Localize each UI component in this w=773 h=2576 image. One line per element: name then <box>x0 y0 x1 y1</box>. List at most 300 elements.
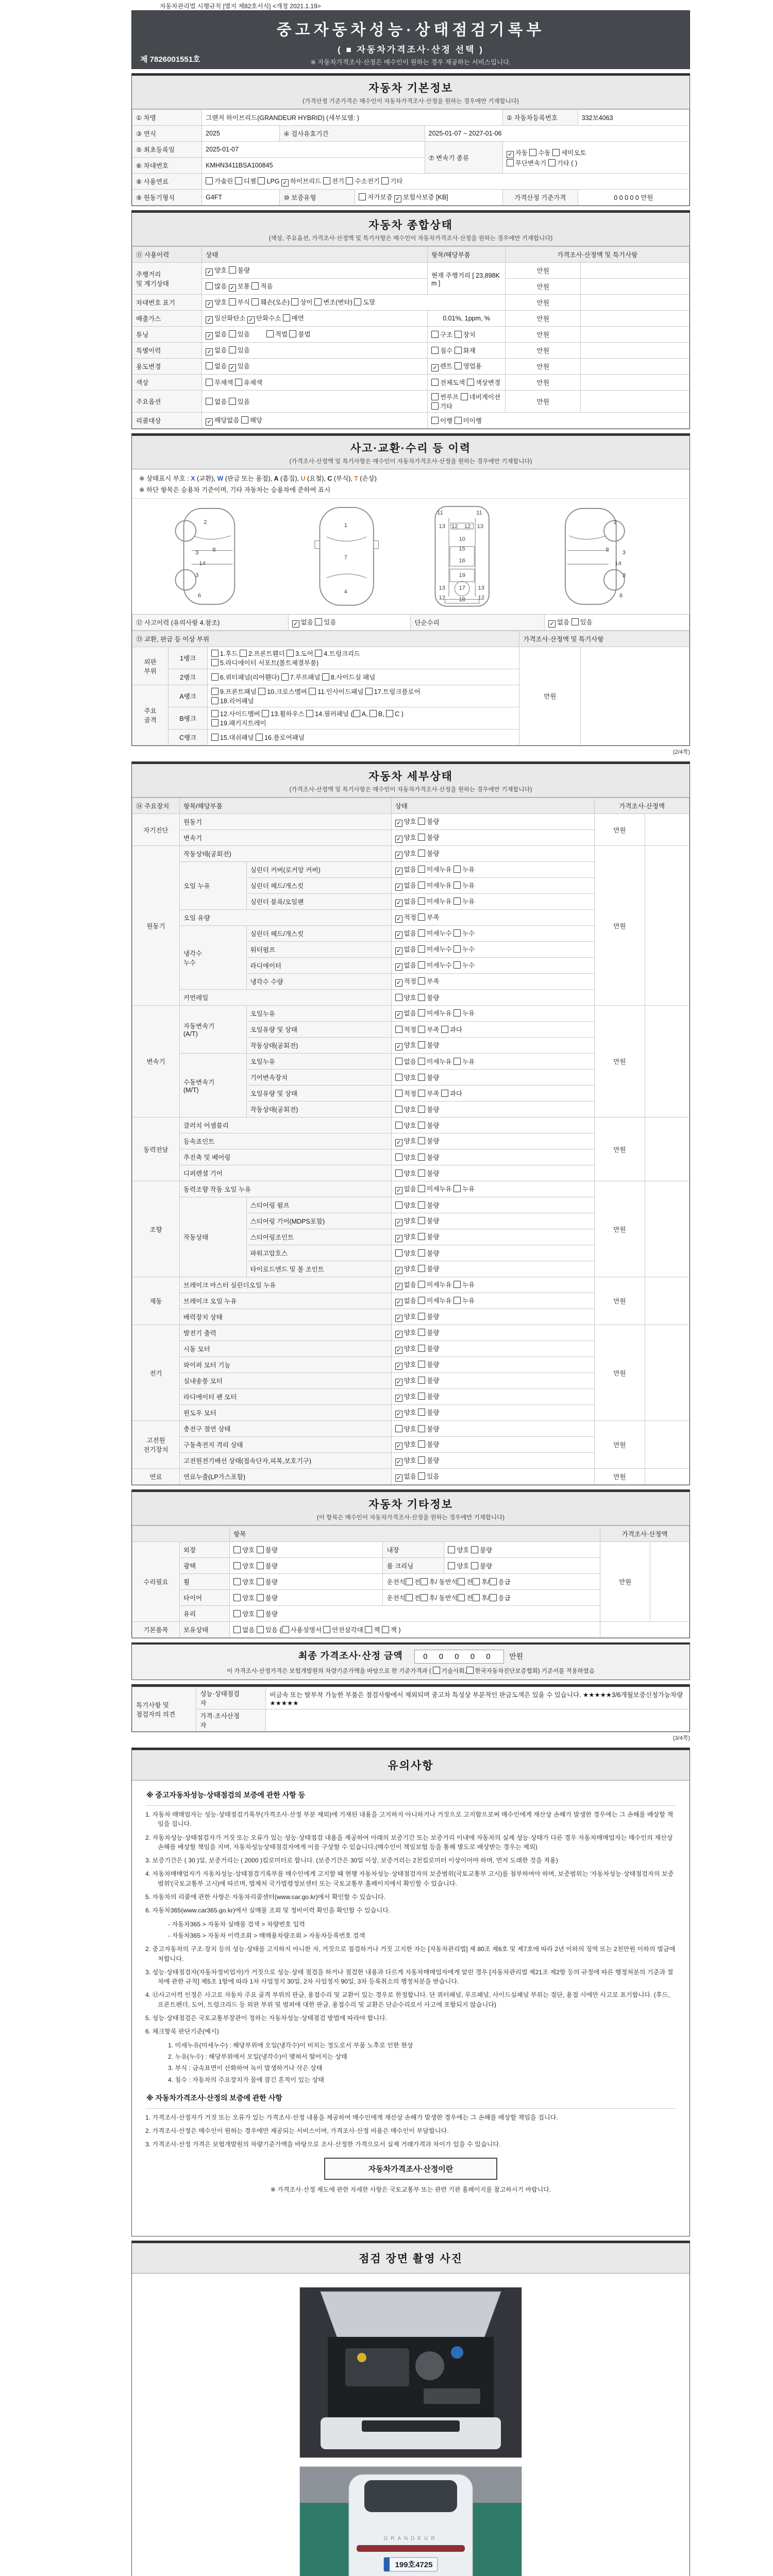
table-cell: KMHN3411BSA100845 <box>202 158 425 174</box>
checkbox-checked-icon[interactable]: ✓ <box>395 884 402 891</box>
checkbox-icon[interactable] <box>354 298 361 306</box>
checkbox-icon[interactable] <box>266 330 274 337</box>
checkbox-icon[interactable] <box>211 659 219 666</box>
checkbox-icon[interactable] <box>206 379 213 386</box>
table-cell: 가격조사·산정액 <box>595 798 690 814</box>
table-cell: 항목/해당부품 <box>179 798 391 814</box>
checkbox-icon[interactable] <box>211 734 219 741</box>
checkbox-icon[interactable] <box>206 282 213 290</box>
diagram-zone-number: 16 <box>459 557 465 564</box>
table-cell: 만원 <box>595 1117 645 1181</box>
checkbox-icon[interactable] <box>473 1578 480 1585</box>
checkbox-checked-icon[interactable]: ✓ <box>395 963 402 971</box>
checkbox-icon[interactable] <box>458 1578 465 1585</box>
diagram-zone-number: 4 <box>344 589 347 596</box>
checkbox-icon[interactable] <box>453 1058 461 1065</box>
table-cell: 등속죠인트 <box>179 1133 391 1149</box>
checkbox-icon[interactable] <box>382 1626 389 1633</box>
checkbox-icon[interactable] <box>289 330 296 337</box>
checkbox-icon[interactable] <box>418 1217 425 1224</box>
checkbox-icon[interactable] <box>418 866 425 873</box>
checkbox-checked-icon[interactable]: ✓ <box>395 852 402 859</box>
checkbox-icon[interactable] <box>431 417 439 424</box>
checkbox-icon[interactable] <box>395 1090 402 1097</box>
checkbox-checked-icon[interactable]: ✓ <box>395 1379 402 1386</box>
table-cell: 가솔린 디젤 LPG ✓ 하이브리드 전기 수소전기 기타 <box>202 174 690 190</box>
table-cell: 만원 <box>595 1469 645 1485</box>
checkbox-icon[interactable] <box>455 417 462 424</box>
checkbox-icon[interactable] <box>257 1594 264 1601</box>
checkbox-icon[interactable] <box>256 734 263 741</box>
checkbox-icon[interactable] <box>461 393 468 400</box>
checkbox-checked-icon[interactable]: ✓ <box>206 300 213 308</box>
checkbox-icon[interactable] <box>455 347 462 354</box>
table-cell: 기어변속장치 <box>246 1070 391 1086</box>
checkbox-icon[interactable] <box>418 1106 425 1113</box>
checkbox-icon[interactable] <box>395 1106 402 1113</box>
checkbox-checked-icon[interactable]: ✓ <box>395 1187 402 1194</box>
checkbox-icon[interactable] <box>206 177 213 184</box>
checkbox-icon[interactable] <box>418 1281 425 1288</box>
table-cell <box>645 1469 690 1485</box>
checkbox-checked-icon[interactable]: ✓ <box>281 179 289 187</box>
table-cell: ⑫ 사고이력 (유의사항 4.참조) <box>132 615 289 631</box>
checkbox-icon[interactable] <box>395 1249 402 1257</box>
checkbox-checked-icon[interactable]: ✓ <box>395 1459 402 1466</box>
checkbox-icon[interactable] <box>490 1578 497 1585</box>
checkbox-icon[interactable] <box>418 1058 425 1065</box>
table-cell: 가격조사·산정액 및 특기사항 <box>506 247 690 263</box>
checkbox-icon[interactable] <box>453 1297 461 1304</box>
checkbox-icon[interactable] <box>418 834 425 841</box>
table-cell <box>645 1277 690 1325</box>
checkbox-checked-icon[interactable]: ✓ <box>395 916 402 923</box>
checkbox-icon[interactable] <box>431 379 439 386</box>
notice-paragraph: 6. 자동차365(www.car365.go.kr)에서 실매물 조회 및 정비이력 확인을 확인할 수 있습니다. <box>145 1907 391 1914</box>
diagram-zone-number: 8 <box>212 547 216 553</box>
checkbox-icon[interactable] <box>346 177 353 184</box>
checkbox-icon[interactable] <box>258 688 265 695</box>
checkbox-icon[interactable] <box>418 1009 425 1016</box>
checkbox-icon[interactable] <box>233 1610 241 1617</box>
checkbox-icon[interactable] <box>381 177 389 184</box>
table-cell: 기본품목 <box>132 1622 180 1638</box>
checkbox-checked-icon[interactable]: ✓ <box>395 1395 402 1402</box>
checkbox-icon[interactable] <box>229 266 236 274</box>
checkbox-checked-icon[interactable]: ✓ <box>395 1363 402 1370</box>
checkbox-checked-icon[interactable]: ✓ <box>206 332 213 340</box>
checkbox-icon[interactable] <box>282 1626 289 1633</box>
checkbox-icon[interactable] <box>453 897 461 905</box>
checkbox-icon[interactable] <box>421 1578 428 1585</box>
table-cell: 외장 <box>179 1542 229 1558</box>
checkbox-icon[interactable] <box>458 1594 465 1601</box>
checkbox-icon[interactable] <box>233 1578 241 1585</box>
checkbox-icon[interactable] <box>418 897 425 905</box>
checkbox-icon[interactable] <box>431 331 439 338</box>
checkbox-icon[interactable] <box>448 1562 455 1569</box>
checkbox-icon[interactable] <box>235 177 242 184</box>
checkbox-icon[interactable] <box>471 1562 478 1569</box>
checkbox-icon[interactable] <box>431 347 439 354</box>
table-cell: 타이어 <box>179 1590 229 1606</box>
checkbox-icon[interactable] <box>233 1594 241 1601</box>
table-cell: 만원 <box>506 359 581 375</box>
checkbox-icon[interactable] <box>418 929 425 937</box>
checkbox-icon[interactable] <box>453 1185 461 1192</box>
checkbox-icon[interactable] <box>365 688 373 695</box>
table-cell: 스티어링조인트 <box>246 1229 391 1245</box>
checkbox-icon[interactable] <box>211 650 219 657</box>
checkbox-checked-icon[interactable]: ✓ <box>395 868 402 875</box>
checkbox-checked-icon[interactable]: ✓ <box>395 1331 402 1338</box>
checkbox-checked-icon[interactable]: ✓ <box>229 364 236 371</box>
checkbox-icon[interactable] <box>262 710 269 717</box>
notice-paragraph: 3. 성능·상태점검자(자동차정비업자)가 거짓으로 성능·상태 점검을 하거나 점검한 내용과 다르게 자동차매매업자에게 알린 경우 [자동차관리법 제21조 제2항 등의 규정에 따른 행정처분의 기준과 절차에 관한 규칙] 제5조 1항에 따라 1차 사업정지 30일, 2차 사업정지 90일, 3차 등록취소의 행정처분을 받습니다. <box>145 1968 674 1986</box>
table-cell: 양호 불량 <box>391 1421 595 1437</box>
checkbox-icon[interactable] <box>369 710 377 717</box>
checkbox-icon[interactable] <box>359 193 366 200</box>
checkbox-icon[interactable] <box>229 346 236 353</box>
table-cell: 광택 <box>179 1558 229 1574</box>
checkbox-icon[interactable] <box>233 1546 241 1553</box>
checkbox-icon[interactable] <box>386 710 393 717</box>
section-inspection-photos <box>131 2241 690 2576</box>
diagram-zone-number: 19 <box>459 572 465 579</box>
table-cell: 오일유량 및 상태 <box>246 1086 391 1101</box>
checkbox-checked-icon[interactable]: ✓ <box>395 1011 402 1019</box>
checkbox-icon[interactable] <box>211 719 219 726</box>
checkbox-icon[interactable] <box>418 1185 425 1192</box>
checkbox-icon[interactable] <box>241 416 248 423</box>
checkbox-checked-icon[interactable]: ✓ <box>395 1299 402 1306</box>
table-cell <box>581 311 690 327</box>
checkbox-checked-icon[interactable]: ✓ <box>395 1475 402 1482</box>
checkbox-icon[interactable] <box>418 961 425 969</box>
table-cell: ✓ 없음 미세누유 누유 <box>391 1293 595 1309</box>
checkbox-icon[interactable] <box>206 362 213 369</box>
checkbox-icon[interactable] <box>353 710 360 717</box>
table-cell: 타이로드엔드 및 볼 조인트 <box>246 1261 391 1277</box>
panel-rank-table <box>132 631 690 745</box>
checkbox-icon[interactable] <box>306 710 313 717</box>
table-cell: 클러치 어셈블리 <box>179 1117 391 1133</box>
checkbox-checked-icon[interactable]: ✓ <box>395 1443 402 1450</box>
checkbox-icon[interactable] <box>548 159 556 166</box>
checkbox-icon[interactable] <box>466 1667 474 1674</box>
diagram-zone-number: 3 <box>195 572 199 579</box>
final-price-label: 최종 가격조사·산정 금액 <box>298 1651 403 1661</box>
table-cell: 실린더 커버(로커암 커버) <box>246 862 391 878</box>
checkbox-icon[interactable] <box>529 149 536 156</box>
checkbox-icon[interactable] <box>431 393 439 400</box>
table-cell: 무채색 유채색 <box>202 375 428 391</box>
table-cell: 만원 <box>519 647 581 745</box>
table-cell: 룸 크리닝 <box>383 1558 444 1574</box>
checkbox-icon[interactable] <box>490 1594 497 1601</box>
checkbox-icon[interactable] <box>211 688 219 695</box>
notice-paragraph: 3. 보증기간은 ( 30 )일, 보증거리는 ( 2000 )킬로미터로 합니다. (보증기간은 30일 이상, 보증거리는 2천킬로미터 이상이어야 하며, 먼저 도래한 것을 적용) <box>145 1857 558 1865</box>
checkbox-icon[interactable] <box>418 1361 425 1368</box>
table-cell: ✓ 양호 불량 <box>391 1341 595 1357</box>
checkbox-icon[interactable] <box>233 1562 241 1569</box>
checkbox-icon[interactable] <box>309 688 316 695</box>
checkbox-checked-icon[interactable]: ✓ <box>395 1411 402 1418</box>
table-cell: 라디에이터 팬 모터 <box>179 1389 391 1405</box>
checkbox-checked-icon[interactable]: ✓ <box>395 1235 402 1242</box>
table-cell: 외판 부위 <box>132 647 169 685</box>
table-cell: 항목 <box>230 1526 600 1542</box>
checkbox-icon[interactable] <box>441 1026 448 1033</box>
checkbox-checked-icon[interactable]: ✓ <box>206 268 213 276</box>
final-price-section <box>131 1642 690 1680</box>
checkbox-icon[interactable] <box>418 1440 425 1448</box>
checkbox-icon[interactable] <box>455 362 462 369</box>
table-cell: 양호 불량 <box>391 1165 595 1181</box>
checkbox-icon[interactable] <box>418 1170 425 1177</box>
checkbox-icon[interactable] <box>418 882 425 889</box>
checkbox-icon[interactable] <box>257 1626 264 1633</box>
checkbox-icon[interactable] <box>418 1074 425 1081</box>
checkbox-icon[interactable] <box>453 1009 461 1016</box>
table-cell <box>581 359 690 375</box>
checkbox-icon[interactable] <box>365 1626 372 1633</box>
checkbox-icon[interactable] <box>257 1610 264 1617</box>
checkbox-checked-icon[interactable]: ✓ <box>395 1139 402 1146</box>
checkbox-icon[interactable] <box>471 1546 478 1553</box>
checkbox-icon[interactable] <box>453 961 461 969</box>
notice-paragraph: 4. ⑫사고이력 인정은 사고로 자동차 주요 골격 부위의 판금, 용접수리 및 교환이 있는 경우로 한정합니다. 단 쿼터패널, 루프패널, 사이드실패널 부위는 절단, 용접 시에만 사고로 표기합니다. (후드, 프론트펜더, 도어, 트렁크리드 등 외판 부위 및 범퍼에 대한 판금, 용접수리 및 교환은 단순수리로서 사고에 포함되지 않습니다) <box>145 1991 670 2008</box>
checkbox-checked-icon[interactable]: ✓ <box>431 364 439 371</box>
checkbox-icon[interactable] <box>281 673 289 681</box>
table-cell: 332보4063 <box>578 110 689 126</box>
section-subtitle: (가격조사·산정액 및 특기사항은 매수인이 자동차가격조사·산정을 원하는 경우에만 기재합니다) <box>289 459 532 465</box>
checkbox-icon[interactable] <box>395 1154 402 1161</box>
table-cell: 없음 미세누유 누유 <box>391 1054 595 1070</box>
checkbox-icon[interactable] <box>418 1297 425 1304</box>
checkbox-icon[interactable] <box>572 618 579 625</box>
checkbox-icon[interactable] <box>418 1345 425 1352</box>
checkbox-icon[interactable] <box>233 1626 241 1633</box>
notice-paragraph: 2. 가격조사·산정은 매수인이 원하는 경우에만 제공되는 서비스이며, 가격조사·산정 비용은 매수인이 부담합니다. <box>145 2127 449 2135</box>
checkbox-icon[interactable] <box>418 1249 425 1257</box>
section-overall-state <box>131 210 690 429</box>
checkbox-checked-icon[interactable]: ✓ <box>548 620 556 628</box>
table-cell: ✓ 없음 있음 <box>288 615 411 631</box>
diagram-zone-number: 2 <box>613 519 617 526</box>
checkbox-icon[interactable] <box>323 177 330 184</box>
table-cell: 특기사항 및 점검자의 의견 <box>132 1687 196 1732</box>
checkbox-icon[interactable] <box>418 1313 425 1320</box>
checkbox-icon[interactable] <box>323 1626 330 1633</box>
table-cell: 15.대쉬패널 16.플로어패널 <box>207 730 519 745</box>
checkbox-icon[interactable] <box>418 1233 425 1240</box>
checkbox-icon[interactable] <box>418 1041 425 1048</box>
checkbox-icon[interactable] <box>395 1122 402 1129</box>
checkbox-icon[interactable] <box>418 1265 425 1272</box>
checkbox-icon[interactable] <box>441 1090 448 1097</box>
checkbox-icon[interactable] <box>418 1201 425 1209</box>
table-cell: 특별이력 <box>132 343 202 359</box>
table-cell: 브레이크 마스터 실린더오일 누유 <box>179 1277 391 1293</box>
checkbox-icon[interactable] <box>418 818 425 825</box>
checkbox-checked-icon[interactable]: ✓ <box>507 151 514 158</box>
checkbox-checked-icon[interactable]: ✓ <box>229 284 236 292</box>
checkbox-icon[interactable] <box>418 994 425 1001</box>
section-basic-info <box>131 73 690 206</box>
checkbox-icon[interactable] <box>453 929 461 937</box>
checkbox-icon[interactable] <box>418 977 425 985</box>
table-cell: ✓ 적정 부족 <box>391 974 595 990</box>
checkbox-checked-icon[interactable]: ✓ <box>395 1283 402 1290</box>
checkbox-icon[interactable] <box>418 1425 425 1432</box>
checkbox-icon[interactable] <box>418 1090 425 1097</box>
checkbox-checked-icon[interactable]: ✓ <box>395 900 402 907</box>
table-cell <box>581 647 690 745</box>
checkbox-icon[interactable] <box>240 650 247 657</box>
table-cell: 2025-01-07 ~ 2027-01-06 <box>425 126 690 142</box>
checkbox-icon[interactable] <box>453 882 461 889</box>
table-cell: 12.사이드멤버 13.휠하우스 14.필러패널 ( A, B, C ) 19.패키지트레이 <box>207 707 519 730</box>
table-cell: 상태 <box>391 798 595 814</box>
notice-paragraph: 2. 중고자동차의 구조·장치 등의 성능·상태를 고지하지 아니한 자, 거짓으로 점검하거나 거짓 고지한 자는 [자동차관리법] 제 80조 제6호 및 제7호에 따라 2년 이하의 징역 또는 2천만원 이하의 벌금에 처합니다. <box>145 1945 676 1962</box>
table-cell: 이행 미이행 <box>427 413 689 429</box>
checkbox-icon[interactable] <box>418 1456 425 1464</box>
table-cell: ⑧ 사용연료 <box>132 174 202 190</box>
checkbox-checked-icon[interactable]: ✓ <box>206 418 213 426</box>
checkbox-icon[interactable] <box>418 1393 425 1400</box>
checkbox-icon[interactable] <box>418 1122 425 1129</box>
table-cell: ✓ 적정 부족 <box>391 910 595 926</box>
notice-paragraph: 1. 자동차 매매업자는 성능·상태점검기록부(가격조사·산정 부분 제외)에 기재된 내용을 고지하지 아니하거나 거짓으로 고지함으로써 매수인에게 재산상 손해가 발생한 경우에는 그 손해를 배상할 책임을 집니다. <box>145 1811 674 1828</box>
table-cell: 9.프론트패널 10.크로스멤버 11.인사이드패널 17.트렁크플로어 18.리어패널 <box>207 685 519 707</box>
checkbox-icon[interactable] <box>257 1562 264 1569</box>
checkbox-icon[interactable] <box>395 1201 402 1209</box>
checkbox-checked-icon[interactable]: ✓ <box>247 316 255 324</box>
checkbox-icon[interactable] <box>395 1170 402 1177</box>
table-cell: 양호 불량 <box>230 1590 383 1606</box>
checkbox-checked-icon[interactable]: ✓ <box>395 1315 402 1322</box>
table-cell: 실린더 헤드/개스킷 <box>246 878 391 894</box>
checkbox-icon[interactable] <box>211 710 219 717</box>
checkbox-icon[interactable] <box>211 697 219 704</box>
table-cell: ✓ 양호 불량 <box>391 1261 595 1277</box>
section-detail-state <box>131 761 690 1485</box>
table-cell: 내장 <box>383 1542 444 1558</box>
checkbox-checked-icon[interactable]: ✓ <box>206 348 213 355</box>
checkbox-icon[interactable] <box>395 1058 402 1065</box>
checkbox-icon[interactable] <box>315 618 322 625</box>
checkbox-checked-icon[interactable]: ✓ <box>395 931 402 939</box>
table-cell: 자가보증 ✓ 보험사보증 [KB] <box>355 190 502 206</box>
checkbox-icon[interactable] <box>418 945 425 953</box>
checkbox-icon[interactable] <box>287 650 294 657</box>
checkbox-checked-icon[interactable]: ✓ <box>395 836 402 843</box>
checkbox-icon[interactable] <box>507 159 514 166</box>
section-subtitle: (가격조사·산정액 및 특기사항은 매수인이 자동차가격조사·산정을 원하는 경우에만 기재합니다) <box>289 787 532 793</box>
checkbox-icon[interactable] <box>421 1594 428 1601</box>
checkbox-icon[interactable] <box>473 1594 480 1601</box>
checkbox-icon[interactable] <box>395 1026 402 1033</box>
checkbox-icon[interactable] <box>322 673 329 681</box>
table-cell: 1.후드 2.프론트휀더 3.도어 4.트렁크리드 5.라디에이터 서포트(볼트체결부품) <box>207 647 519 669</box>
notice-paragraph: ※ 가격조사·산정 제도에 관한 자세한 사항은 국토교통부 또는 관련 기관 홈페이지를 참고하시기 바랍니다. <box>270 2185 551 2193</box>
checkbox-icon[interactable] <box>395 1425 402 1432</box>
checkbox-icon[interactable] <box>453 866 461 873</box>
checkbox-icon[interactable] <box>229 398 236 405</box>
status-code: A <box>274 475 279 482</box>
checkbox-checked-icon[interactable]: ✓ <box>395 1219 402 1226</box>
checkbox-icon[interactable] <box>251 298 259 306</box>
checkbox-icon[interactable] <box>291 298 298 306</box>
checkbox-checked-icon[interactable]: ✓ <box>395 947 402 955</box>
checkbox-icon[interactable] <box>229 298 236 306</box>
checkbox-checked-icon[interactable]: ✓ <box>292 620 299 628</box>
checkbox-icon[interactable] <box>257 1578 264 1585</box>
checkbox-icon[interactable] <box>418 1472 425 1480</box>
car-diagram <box>132 499 690 614</box>
checkbox-icon[interactable] <box>406 1594 413 1601</box>
checkbox-icon[interactable] <box>418 1137 425 1144</box>
table-cell: 리콜대상 <box>132 413 202 429</box>
checkbox-icon[interactable] <box>552 149 560 156</box>
checkbox-icon[interactable] <box>406 1578 413 1585</box>
checkbox-checked-icon[interactable]: ✓ <box>395 979 402 987</box>
checkbox-icon[interactable] <box>235 379 242 386</box>
checkbox-icon[interactable] <box>418 1329 425 1336</box>
checkbox-icon[interactable] <box>251 282 259 290</box>
checkbox-checked-icon[interactable]: ✓ <box>395 1347 402 1354</box>
checkbox-icon[interactable] <box>433 1667 440 1674</box>
checkbox-icon[interactable] <box>211 673 219 681</box>
checkbox-icon[interactable] <box>395 994 402 1001</box>
checkbox-icon[interactable] <box>467 379 474 386</box>
checkbox-icon[interactable] <box>257 1546 264 1553</box>
checkbox-checked-icon[interactable]: ✓ <box>395 1043 402 1050</box>
table-cell: 양호 불량 <box>391 990 595 1006</box>
table-cell: 만원 <box>506 327 581 343</box>
checkbox-icon[interactable] <box>258 177 265 184</box>
checkbox-icon[interactable] <box>283 314 290 321</box>
checkbox-checked-icon[interactable]: ✓ <box>395 1267 402 1274</box>
checkbox-icon[interactable] <box>453 1281 461 1288</box>
checkbox-icon[interactable] <box>453 945 461 953</box>
checkbox-icon[interactable] <box>418 850 425 857</box>
diagram-zone-number: 14 <box>199 560 206 567</box>
table-cell: ⑤ 최초등록일 <box>132 142 202 158</box>
checkbox-icon[interactable] <box>418 913 425 921</box>
checkbox-icon[interactable] <box>418 1409 425 1416</box>
checkbox-icon[interactable] <box>455 331 462 338</box>
checkbox-checked-icon[interactable]: ✓ <box>394 195 401 202</box>
checkbox-icon[interactable] <box>418 1154 425 1161</box>
checkbox-icon[interactable] <box>395 1074 402 1081</box>
checkbox-icon[interactable] <box>315 650 322 657</box>
table-cell: ✓ 양호 불량 <box>391 1309 595 1325</box>
status-code: W <box>217 475 224 482</box>
checkbox-icon[interactable] <box>418 1377 425 1384</box>
checkbox-icon[interactable] <box>431 402 439 410</box>
checkbox-checked-icon[interactable]: ✓ <box>395 820 402 827</box>
checkbox-icon[interactable] <box>314 298 322 306</box>
checkbox-icon[interactable] <box>418 1026 425 1033</box>
checkbox-icon[interactable] <box>229 330 236 337</box>
checkbox-checked-icon[interactable]: ✓ <box>206 316 213 324</box>
page-marker: (3/4쪽) <box>673 1735 690 1741</box>
table-cell: 워터펌프 <box>246 942 391 958</box>
checkbox-icon[interactable] <box>206 398 213 405</box>
checkbox-icon[interactable] <box>448 1546 455 1553</box>
